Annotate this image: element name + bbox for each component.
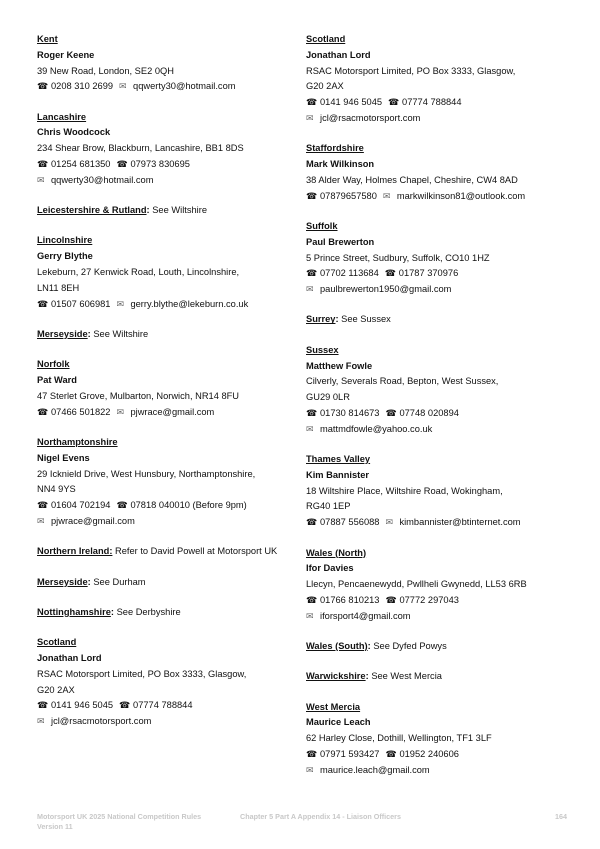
address-line: Llecyn, Pencaenewydd, Pwllheli Gwynedd, LL53 6RB (306, 579, 527, 590)
liaison-entry (37, 32, 299, 95)
contact-line (306, 593, 576, 609)
contact-line (306, 189, 576, 205)
region-line (37, 435, 299, 451)
phone-number: 07774 788844 (402, 97, 462, 108)
region-colon: : (335, 314, 339, 325)
officer-name: Ifor Davies (306, 563, 354, 574)
footer-chapter: Chapter 5 Part A Appendix 14 - Liaison Officers (240, 812, 401, 821)
region-line (306, 219, 576, 235)
region-note: See Derbyshire (116, 606, 181, 617)
region-line (37, 110, 299, 126)
region-line (306, 141, 576, 157)
region-line (37, 605, 299, 621)
address-line: 39 New Road, London, SE2 0QH (37, 65, 174, 76)
region-line (306, 700, 576, 716)
contact-line (37, 405, 299, 421)
phone-number: 07772 297043 (399, 594, 459, 605)
region-colon: : (87, 576, 91, 587)
phone-number: 07971 593427 (320, 748, 380, 759)
region-heading: Northamptonshire (37, 436, 118, 447)
contact-line (37, 714, 299, 730)
region-line (306, 546, 576, 562)
phone-icon: ☎ (385, 407, 397, 418)
address-line: G20 2AX (37, 684, 75, 695)
phone-icon: ☎ (37, 500, 49, 511)
liaison-entry (306, 343, 576, 438)
envelope-icon: ✉ (37, 716, 45, 727)
address-line: 47 Sterlet Grove, Mulbarton, Norwich, NR14 8FU (37, 390, 240, 401)
region-line (306, 312, 576, 328)
region-heading: Nottinghamshire (37, 606, 111, 617)
contact-line (306, 763, 576, 779)
region-line (37, 203, 299, 219)
region-line (306, 452, 576, 468)
region-heading: Leicestershire & Rutland (37, 205, 147, 216)
liaison-entry (306, 639, 576, 655)
officer-name: Gerry Blythe (37, 251, 93, 262)
officer-name: Matthew Fowle (306, 360, 373, 371)
phone-icon: ☎ (37, 81, 49, 92)
contact-line (306, 406, 576, 422)
contact-line (37, 498, 299, 514)
envelope-icon: ✉ (306, 610, 314, 621)
phone-icon: ☎ (116, 159, 128, 170)
envelope-icon: ✉ (116, 298, 125, 309)
envelope-icon: ✉ (116, 406, 125, 417)
left-column (37, 32, 299, 744)
email-link[interactable]: iforsport4@gmail.com (320, 610, 411, 621)
phone-number: 07748 020894 (399, 407, 459, 418)
region-note: Refer to David Powell at Motorsport UK (115, 546, 278, 557)
officer-name: Paul Brewerton (306, 236, 375, 247)
officer-name: Chris Woodcock (37, 127, 111, 138)
officer-name: Jonathan Lord (306, 49, 371, 60)
liaison-entry (37, 357, 299, 420)
envelope-icon: ✉ (306, 423, 314, 434)
phone-number: 07973 830695 (130, 159, 190, 170)
region-note: See Sussex (341, 314, 391, 325)
liaison-entry (306, 312, 576, 328)
envelope-icon: ✉ (37, 174, 45, 185)
phone-icon: ☎ (306, 407, 318, 418)
phone-number: 01952 240606 (399, 748, 459, 759)
phone-icon: ☎ (119, 700, 131, 711)
phone-icon: ☎ (388, 97, 400, 108)
officer-name: Mark Wilkinson (306, 159, 375, 170)
region-line (37, 357, 299, 373)
phone-icon: ☎ (37, 406, 49, 417)
region-colon: : (365, 671, 369, 682)
envelope-icon: ✉ (306, 764, 314, 775)
region-heading: Warwickshire (306, 671, 366, 682)
address-line: RSAC Motorsport Limited, PO Box 3333, Glasgow, (37, 668, 247, 679)
contact-line (306, 111, 576, 127)
region-heading: Norfolk (37, 359, 70, 370)
region-heading: Staffordshire (306, 143, 364, 154)
region-heading: Thames Valley (306, 454, 371, 465)
phone-icon: ☎ (37, 159, 49, 170)
address-line: 234 Shear Brow, Blackburn, Lancashire, BB1 8DS (37, 143, 244, 154)
officer-name: Jonathan Lord (37, 652, 102, 663)
email-link[interactable]: mattmdfowle@yahoo.co.uk (320, 423, 433, 434)
officer-name: Roger Keene (37, 49, 95, 60)
email-link[interactable]: qqwerty30@hotmail.com (51, 174, 154, 185)
region-heading: Wales (South) (306, 641, 368, 651)
phone-number: 01787 370976 (398, 268, 459, 279)
contact-line (37, 698, 299, 714)
region-colon: : (87, 328, 91, 339)
email-link[interactable]: maurice.leach@gmail.com (320, 764, 430, 775)
phone-icon: ☎ (37, 700, 49, 711)
liaison-entry (37, 635, 299, 730)
address-line: 18 Wiltshire Place, Wiltshire Road, Wokingham, (306, 485, 503, 496)
liaison-entry (37, 544, 299, 560)
contact-line (306, 282, 576, 298)
region-colon: : (367, 641, 371, 651)
region-heading: Suffolk (306, 220, 338, 231)
region-colon: : (146, 205, 150, 216)
phone-number: 01254 681350 (51, 159, 111, 170)
phone-number: 07702 113684 (320, 268, 379, 279)
officer-name: Kim Bannister (306, 469, 370, 480)
envelope-icon: ✉ (382, 190, 391, 201)
contact-line (37, 79, 299, 95)
region-line (37, 327, 299, 343)
address-line: NN4 9YS (37, 484, 76, 495)
phone-number: 0141 946 5045 (320, 97, 383, 108)
officer-name: Nigel Evens (37, 452, 90, 463)
address-line: RG40 1EP (306, 501, 351, 512)
region-heading: Surrey (306, 314, 336, 325)
region-heading: Scotland (306, 34, 346, 44)
phone-number: 07818 040010 (Before 9pm) (130, 500, 247, 511)
liaison-entry (306, 546, 576, 625)
email-link[interactable]: paulbrewerton1950@gmail.com (320, 284, 452, 295)
phone-number: 07887 556088 (320, 517, 380, 528)
region-heading: Lincolnshire (37, 235, 93, 246)
liaison-entry (306, 452, 576, 531)
region-colon: : (110, 606, 114, 617)
region-heading: Northern Ireland: (37, 546, 113, 557)
officer-name: Pat Ward (37, 375, 77, 386)
email-link[interactable]: pjwrace@gmail.com (51, 515, 135, 526)
region-line (37, 544, 299, 560)
footer-left (37, 812, 201, 832)
phone-icon: ☎ (116, 500, 128, 511)
region-heading: Lancashire (37, 111, 87, 122)
phone-icon: ☎ (384, 268, 396, 279)
address-line: Lekeburn, 27 Kenwick Road, Louth, Lincolnshire, (37, 267, 240, 278)
phone-number: 07774 788844 (133, 700, 193, 711)
phone-icon: ☎ (306, 97, 318, 108)
region-heading: West Mercia (306, 701, 361, 712)
envelope-icon: ✉ (37, 515, 45, 526)
address-line: LN11 8EH (37, 282, 80, 293)
email-link[interactable]: jcl@rsacmotorsport.com (320, 112, 421, 123)
region-note: See Wiltshire (152, 205, 207, 216)
contact-line (306, 266, 576, 282)
contact-line (37, 297, 299, 313)
email-link[interactable]: markwilkinson81@outlook.com (396, 190, 526, 201)
page-number: 164 (555, 812, 567, 821)
region-note: See Dyfed Powys (373, 641, 447, 651)
region-line (306, 343, 576, 359)
liaison-entry (306, 669, 576, 685)
region-line (37, 32, 299, 48)
contact-line (306, 422, 576, 438)
phone-number: 0141 946 5045 (51, 700, 114, 711)
phone-icon: ☎ (385, 748, 397, 759)
footer-doc-title: Motorsport UK 2025 National Competition Rules (37, 812, 202, 821)
region-note: See Wiltshire (93, 328, 149, 339)
phone-number: 01730 814673 (320, 407, 380, 418)
phone-number: 01766 810213 (320, 594, 380, 605)
address-line: 5 Prince Street, Sudbury, Suffolk, CO10 1HZ (306, 252, 490, 263)
liaison-entry (306, 700, 576, 779)
contact-line (37, 173, 299, 189)
phone-icon: ☎ (306, 748, 318, 759)
region-heading: Scotland (37, 637, 77, 648)
region-line (37, 233, 299, 249)
email-link[interactable]: gerry.blythe@lekeburn.co.uk (130, 298, 249, 309)
region-line (306, 32, 576, 48)
phone-icon: ☎ (37, 298, 49, 309)
region-line (306, 639, 576, 655)
liaison-entry (37, 435, 299, 530)
phone-icon: ☎ (306, 517, 318, 528)
contact-line (306, 515, 576, 531)
contact-line (37, 157, 299, 173)
address-line: GU29 0LR (306, 392, 350, 403)
address-line: RSAC Motorsport Limited, PO Box 3333, Glasgow, (306, 65, 516, 76)
email-link[interactable]: pjwrace@gmail.com (130, 406, 215, 417)
address-line: 29 Icknield Drive, West Hunsbury, Northamptonshire, (37, 468, 256, 479)
liaison-entry (306, 141, 576, 204)
phone-number: 01604 702194 (51, 500, 111, 511)
envelope-icon: ✉ (306, 112, 314, 123)
region-line (37, 635, 299, 651)
phone-number: 07466 501822 (51, 406, 111, 417)
email-link[interactable]: kimbannister@btinternet.com (399, 517, 521, 528)
address-line: G20 2AX (306, 81, 344, 92)
envelope-icon: ✉ (119, 81, 127, 92)
contact-line (306, 95, 576, 111)
region-heading: Sussex (306, 344, 339, 355)
phone-icon: ☎ (306, 268, 318, 279)
envelope-icon: ✉ (385, 517, 394, 528)
region-heading: Wales (North) (306, 547, 367, 558)
officer-name: Maurice Leach (306, 717, 371, 728)
liaison-entry (37, 327, 299, 343)
region-heading: Merseyside (37, 576, 88, 587)
footer-version: Version 11 (37, 822, 73, 831)
region-heading: Merseyside (37, 328, 88, 339)
region-line (37, 575, 299, 591)
phone-icon: ☎ (306, 190, 318, 201)
right-column (306, 32, 576, 793)
email-link[interactable]: jcl@rsacmotorsport.com (51, 716, 152, 727)
liaison-entry (306, 219, 576, 298)
liaison-entry (306, 32, 576, 127)
liaison-entry (37, 233, 299, 312)
envelope-icon: ✉ (306, 284, 314, 295)
phone-number: 01507 606981 (51, 298, 111, 309)
contact-line (37, 514, 299, 530)
region-line (306, 669, 576, 685)
phone-icon: ☎ (306, 594, 318, 605)
email-link[interactable]: qqwerty30@hotmail.com (133, 81, 236, 92)
liaison-entry (37, 605, 299, 621)
contact-line (306, 747, 576, 763)
phone-icon: ☎ (385, 594, 397, 605)
address-line: Cilverly, Severals Road, Bepton, West Sussex, (306, 376, 499, 387)
region-note: See Durham (93, 576, 146, 587)
address-line: 38 Alder Way, Holmes Chapel, Cheshire, CW4 8AD (306, 174, 518, 185)
liaison-entry (37, 110, 299, 189)
liaison-entry (37, 575, 299, 591)
liaison-entry (37, 203, 299, 219)
address-line: 62 Harley Close, Dothill, Wellington, TF1 3LF (306, 733, 492, 744)
phone-number: 0208 310 2699 (51, 81, 114, 92)
region-note: See West Mercia (371, 671, 442, 682)
region-heading: Kent (37, 34, 58, 44)
phone-number: 07879657580 (320, 190, 377, 201)
contact-line (306, 609, 576, 625)
